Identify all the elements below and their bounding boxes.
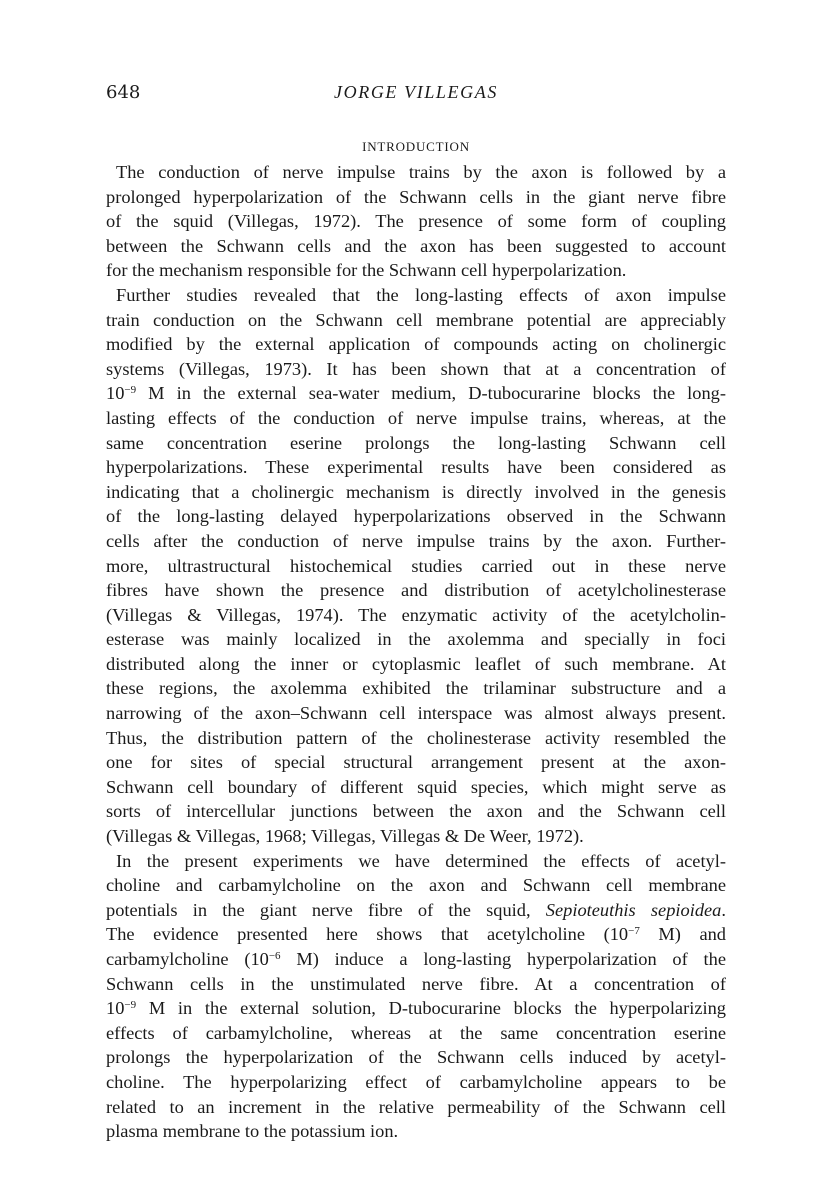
text-line: indicating that a cholinergic mechanism is directly involved in the genesis <box>106 481 726 502</box>
text-fragment: -tubocurarine blocks the long- <box>481 383 726 404</box>
concentration-base: 10 <box>106 383 125 404</box>
text-fragment: ) and <box>674 924 727 945</box>
text-line: one for sites of special structural arrangement present at the axon- <box>106 752 726 773</box>
molar-unit: M <box>658 924 675 945</box>
text-line: Schwann cell boundary of different squid species, which might serve as <box>106 776 726 797</box>
text-line: choline. The hyperpolarizing effect of carbamylcholine appears to be <box>106 1071 726 1092</box>
text-line-with-species <box>106 898 726 923</box>
text-line: (Villegas & Villegas, 1974). The enzymatic activity of the acetylcholin- <box>106 604 726 625</box>
text-line: narrowing of the axon–Schwann cell interspace was almost always present. <box>106 703 726 724</box>
text-line: effects of carbamylcholine, whereas at the same concentration eserine <box>106 1022 726 1043</box>
text-line: of the long-lasting delayed hyperpolarizations observed in the Schwann <box>106 506 726 527</box>
text-fragment: ) induce a long-lasting hyperpolarization of the <box>312 949 726 969</box>
text-line: prolongs the hyperpolarization of the Schwann cells induced by acetyl- <box>106 1047 726 1068</box>
text-line: (Villegas & Villegas, 1968; Villegas, Villegas & De Weer, 1972). <box>106 826 584 847</box>
text-line: cells after the conduction of nerve impulse trains by the axon. Further- <box>106 530 726 551</box>
text-line: Schwann cells in the unstimulated nerve fibre. At a concentration of <box>106 973 726 994</box>
text-line: The conduction of nerve impulse trains by the axon is followed by a <box>116 162 726 182</box>
text-line: esterase was mainly localized in the axolemma and specially in foci <box>106 629 726 650</box>
text-line: fibres have shown the presence and distribution of acetylcholinesterase <box>106 580 726 601</box>
text-line: lasting effects of the conduction of nerve impulse trains, whereas, at the <box>106 407 726 428</box>
section-title: INTRODUCTION <box>362 139 470 154</box>
page-header <box>106 82 726 112</box>
text-line-with-concentration <box>106 381 726 406</box>
text-line: modified by the external application of compounds acting on cholinergic <box>106 334 726 355</box>
species-name: Sepioteuthis sepioidea <box>545 899 722 920</box>
text-line: these regions, the axolemma exhibited the trilaminar substructure and a <box>106 678 726 699</box>
text-line: train conduction on the Schwann cell membrane potential are appreciably <box>106 309 726 330</box>
paragraph-introduction-3 <box>106 849 726 1144</box>
text-line: same concentration eserine prolongs the long-lasting Schwann cell <box>106 432 726 453</box>
concentration-exponent: −7 <box>628 925 640 938</box>
concentration-exponent: −9 <box>124 999 137 1012</box>
text-fragment: in the external solution, <box>165 998 389 1019</box>
text-fragment: . <box>721 899 726 920</box>
concentration-base: 10 <box>106 998 125 1019</box>
text-line: Thus, the distribution pattern of the cholinesterase activity resembled the <box>106 727 726 748</box>
text-line: related to an increment in the relative permeability of the Schwann cell <box>106 1096 726 1117</box>
page-number: 648 <box>106 82 141 103</box>
text-line-with-concentration <box>106 996 726 1021</box>
concentration-exponent: −9 <box>124 384 137 397</box>
text-line: prolonged hyperpolarization of the Schwann cells in the giant nerve fibre <box>106 186 726 207</box>
text-line: distributed along the inner or cytoplasmic leaflet of such membrane. At <box>106 653 726 674</box>
text-line: hyperpolarizations. These experimental results have been considered as <box>106 457 726 478</box>
text-line: systems (Villegas, 1973). It has been shown that at a concentration of <box>106 358 726 379</box>
molar-unit: M <box>148 383 165 404</box>
text-fragment: -tubocurarine blocks the hyperpolarizing <box>401 998 726 1019</box>
text-line: more, ultrastructural histochemical studies carried out in these nerve <box>106 555 726 576</box>
text-fragment: The evidence presented here shows that acetylcholine (10 <box>106 924 629 945</box>
paragraph-introduction-2 <box>106 283 726 849</box>
text-line: choline and carbamylcholine on the axon and Schwann cell membrane <box>106 875 726 896</box>
text-line: for the mechanism responsible for the Schwann cell hyperpolarization. <box>106 260 627 281</box>
d-prefix: D <box>388 998 402 1019</box>
text-fragment: carbamylcholine (10 <box>106 949 269 969</box>
paragraph-introduction-1 <box>106 160 726 283</box>
text-line-with-concentration <box>106 947 726 972</box>
text-fragment: in the external sea-water medium, <box>164 383 469 404</box>
text-line: between the Schwann cells and the axon has been suggested to account <box>106 235 726 256</box>
molar-unit: M <box>296 949 313 969</box>
text-line: sorts of intercellular junctions between the axon and the Schwann cell <box>106 801 726 822</box>
text-line: of the squid (Villegas, 1972). The presence of some form of coupling <box>106 211 726 232</box>
text-fragment: potentials in the giant nerve fibre of the squid, <box>106 899 546 920</box>
article-body <box>106 160 726 1144</box>
text-line-with-concentration <box>106 922 726 947</box>
text-line: Further studies revealed that the long-lasting effects of axon impulse <box>116 284 726 305</box>
concentration-exponent: −6 <box>268 950 281 962</box>
d-prefix: D <box>468 383 482 404</box>
molar-unit: M <box>148 998 166 1019</box>
text-line: plasma membrane to the potassium ion. <box>106 1121 399 1142</box>
running-head-author: JORGE VILLEGAS <box>334 82 498 102</box>
text-line: In the present experiments we have determined the effects of acetyl- <box>116 850 726 871</box>
